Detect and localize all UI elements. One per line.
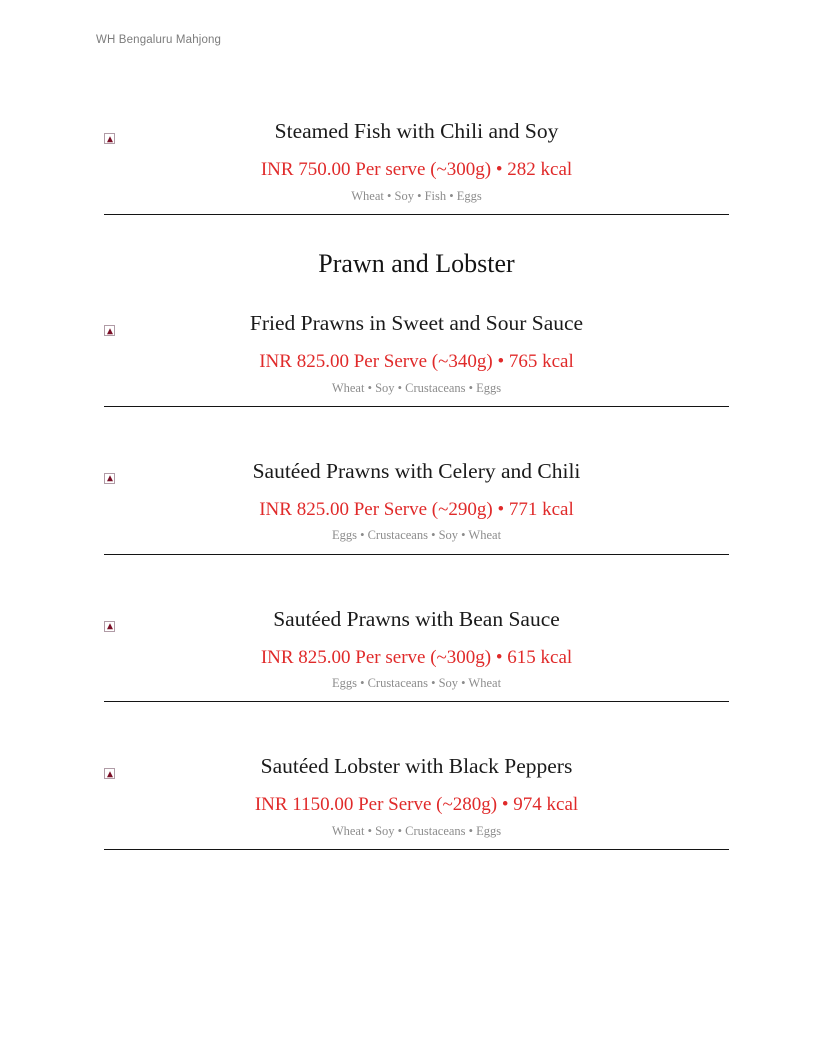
document-header-label: WH Bengaluru Mahjong [96,34,222,46]
menu-item-title: Sautéed Prawns with Celery and Chili [252,458,581,483]
spacer [104,555,729,606]
menu-item-divider [104,554,729,555]
menu-item-price: INR 825.00 Per serve (~300g) • 615 kcal [260,646,573,668]
menu-item[interactable] [104,310,729,407]
menu-item-title: Sautéed Prawns with Bean Sauce [273,606,560,631]
spacer [104,407,729,458]
non-veg-marker-icon [104,133,115,144]
menu-content [104,118,729,850]
spacer [104,702,729,753]
menu-item-price: INR 825.00 Per Serve (~290g) • 771 kcal [259,498,574,520]
menu-item-divider [104,701,729,702]
non-veg-marker-icon [104,621,115,632]
menu-item-allergens: Wheat • Soy • Crustaceans • Eggs [331,824,502,838]
non-veg-marker-icon [104,473,115,484]
section-heading: Prawn and Lobster [318,248,515,278]
non-veg-marker-icon [104,325,115,336]
menu-item-allergens: Wheat • Soy • Crustaceans • Eggs [331,380,502,395]
menu-item-allergens: Wheat • Soy • Fish • Eggs [351,188,482,203]
menu-item-title: Fried Prawns in Sweet and Sour Sauce [249,311,584,335]
menu-item-title: Steamed Fish with Chili and Soy [274,119,559,143]
spacer [104,279,729,310]
menu-item-allergens: Eggs • Crustaceans • Soy • Wheat [331,528,502,543]
non-veg-marker-icon [104,768,115,779]
menu-item[interactable] [104,753,729,850]
menu-item-price: INR 750.00 Per serve (~300g) • 282 kcal [260,158,573,180]
menu-item-title: Sautéed Lobster with Black Peppers [260,754,573,779]
menu-item-divider [104,406,729,407]
menu-item[interactable] [104,606,729,703]
menu-item-divider [104,849,729,850]
menu-item[interactable] [104,458,729,555]
menu-item-divider [104,214,729,215]
menu-item-price: INR 1150.00 Per Serve (~280g) • 974 kcal [254,794,579,816]
menu-item-price: INR 825.00 Per Serve (~340g) • 765 kcal [259,350,574,372]
menu-item-allergens: Eggs • Crustaceans • Soy • Wheat [331,676,502,691]
menu-item[interactable] [104,118,729,215]
